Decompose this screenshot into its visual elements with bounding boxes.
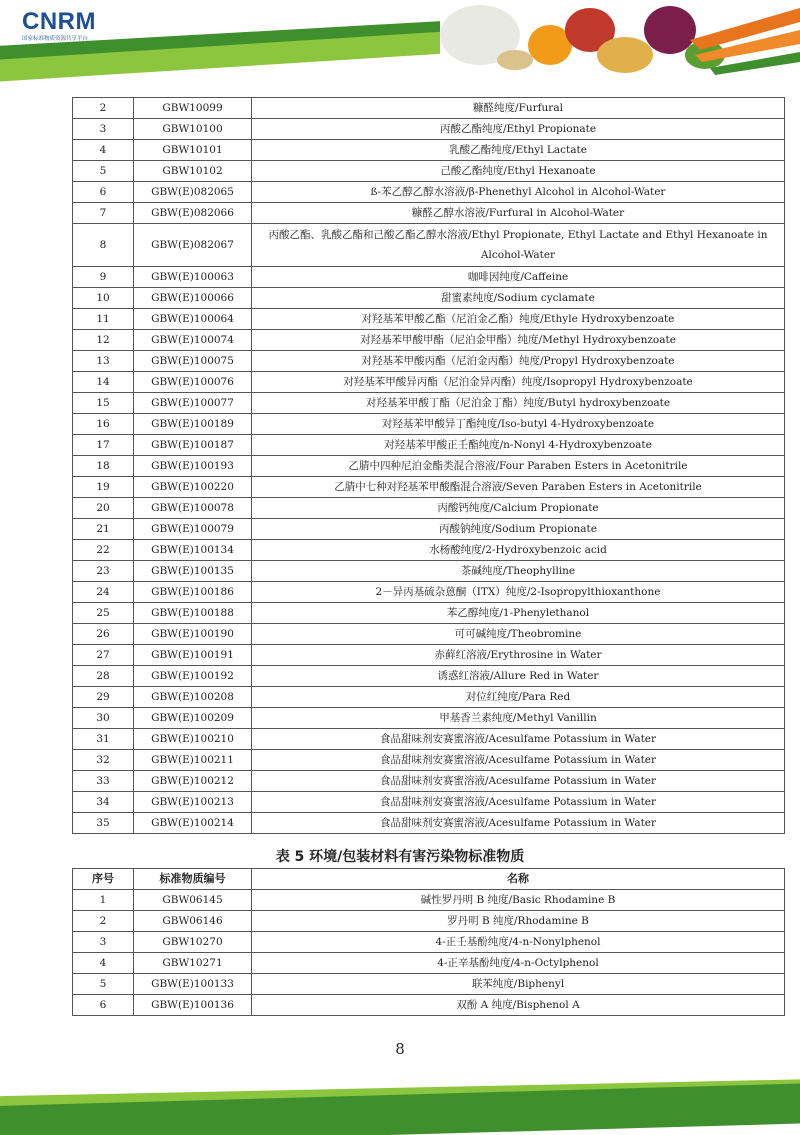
table-row xyxy=(73,182,785,203)
cell-name: 双酚 A 纯度/Bisphenol A xyxy=(252,995,785,1016)
table-row xyxy=(73,224,785,267)
table-row xyxy=(73,267,785,288)
cell-serial: 29 xyxy=(73,687,134,708)
table-row xyxy=(73,911,785,932)
cell-serial: 3 xyxy=(73,119,134,140)
cell-serial: 13 xyxy=(73,351,134,372)
cell-code: GBW(E)082065 xyxy=(134,182,252,203)
table-row xyxy=(73,666,785,687)
table-row xyxy=(73,890,785,911)
table-row xyxy=(73,161,785,182)
cell-serial: 31 xyxy=(73,729,134,750)
cell-serial: 20 xyxy=(73,498,134,519)
cell-code: GBW(E)100220 xyxy=(134,477,252,498)
header-name: 名称 xyxy=(252,869,785,890)
cell-serial: 26 xyxy=(73,624,134,645)
logo-mark xyxy=(22,8,110,36)
cell-code: GBW(E)100064 xyxy=(134,309,252,330)
table-row xyxy=(73,729,785,750)
logo-subtitle: 国家标准物质资源共享平台 xyxy=(22,36,89,42)
table-row xyxy=(73,995,785,1016)
table-row xyxy=(73,98,785,119)
cell-name: 4-正壬基酚纯度/4-n-Nonylphenol xyxy=(252,932,785,953)
table-row xyxy=(73,813,785,834)
table-5-caption: 表 5 环境/包装材料有害污染物标准物质 xyxy=(275,849,525,865)
cell-code: GBW(E)100189 xyxy=(134,414,252,435)
cell-name: 糠醛乙醇水溶液/Furfural in Alcohol-Water xyxy=(252,203,785,224)
cell-name: 4-正辛基酚纯度/4-n-Octylphenol xyxy=(252,953,785,974)
table-row xyxy=(73,708,785,729)
cell-code: GBW(E)100079 xyxy=(134,519,252,540)
cell-name: 糠醛纯度/Furfural xyxy=(252,98,785,119)
page-header xyxy=(0,0,800,110)
cell-serial: 12 xyxy=(73,330,134,351)
cell-name: 甜蜜素纯度/Sodium cyclamate xyxy=(252,288,785,309)
cell-code: GBW(E)100187 xyxy=(134,435,252,456)
table-row xyxy=(73,119,785,140)
cell-name: 赤藓红溶液/Erythrosine in Water xyxy=(252,645,785,666)
logo-text: CNRM xyxy=(22,8,96,35)
cell-name: 己酸乙酯纯度/Ethyl Hexanoate xyxy=(252,161,785,182)
cell-serial: 30 xyxy=(73,708,134,729)
cell-code: GBW(E)100208 xyxy=(134,687,252,708)
cell-name: 可可碱纯度/Theobromine xyxy=(252,624,785,645)
cell-name: 苯乙醇纯度/1-Phenylethanol xyxy=(252,603,785,624)
cell-name: 乙腈中七种对羟基苯甲酸酯混合溶液/Seven Paraben Esters in Acetonitrile xyxy=(252,477,785,498)
cell-serial: 22 xyxy=(73,540,134,561)
cell-code: GBW10271 xyxy=(134,953,252,974)
cell-name: 对羟基苯甲酸异丁酯纯度/Iso-butyl 4-Hydroxybenzoate xyxy=(252,414,785,435)
cell-name: 甲基香兰素纯度/Methyl Vanillin xyxy=(252,708,785,729)
cell-serial: 6 xyxy=(73,182,134,203)
cell-code: GBW(E)100136 xyxy=(134,995,252,1016)
cell-code: GBW(E)100193 xyxy=(134,456,252,477)
table-row xyxy=(73,435,785,456)
table-row xyxy=(73,687,785,708)
cell-serial: 4 xyxy=(73,140,134,161)
table-row xyxy=(73,498,785,519)
page-number: 8 xyxy=(395,1040,405,1058)
vegetables-photo-icon xyxy=(440,0,800,80)
cell-serial: 2 xyxy=(73,98,134,119)
cell-code: GBW(E)100076 xyxy=(134,372,252,393)
cnrm-logo xyxy=(22,8,110,48)
cell-name: 食品甜味剂安赛蜜溶液/Acesulfame Potassium in Water xyxy=(252,813,785,834)
cell-name: 对羟基苯甲酸异丙酯（尼泊金异丙酯）纯度/Isopropyl Hydroxybenzoate xyxy=(252,372,785,393)
cell-name: 诱惑红溶液/Allure Red in Water xyxy=(252,666,785,687)
cell-code: GBW10100 xyxy=(134,119,252,140)
table-row xyxy=(73,203,785,224)
table-row xyxy=(73,561,785,582)
table-row xyxy=(73,372,785,393)
cell-code: GBW(E)100190 xyxy=(134,624,252,645)
cell-serial: 17 xyxy=(73,435,134,456)
cell-name: 咖啡因纯度/Caffeine xyxy=(252,267,785,288)
cell-name: 罗丹明 B 纯度/Rhodamine B xyxy=(252,911,785,932)
table-row xyxy=(73,288,785,309)
table-row xyxy=(73,603,785,624)
cell-code: GBW(E)100191 xyxy=(134,645,252,666)
table-4-food-additives xyxy=(72,97,785,834)
page-footer xyxy=(0,1075,800,1135)
table-row xyxy=(73,974,785,995)
cell-name: 联苯纯度/Biphenyl xyxy=(252,974,785,995)
table-row xyxy=(73,140,785,161)
cell-serial: 33 xyxy=(73,771,134,792)
cell-serial: 27 xyxy=(73,645,134,666)
cell-code: GBW(E)100212 xyxy=(134,771,252,792)
cell-name: 对羟基苯甲酸乙酯（尼泊金乙酯）纯度/Ethyle Hydroxybenzoate xyxy=(252,309,785,330)
cell-name: 丙酸乙酯纯度/Ethyl Propionate xyxy=(252,119,785,140)
cell-serial: 16 xyxy=(73,414,134,435)
table-row xyxy=(73,792,785,813)
cell-name: 水杨酸纯度/2-Hydroxybenzoic acid xyxy=(252,540,785,561)
cell-code: GBW(E)100186 xyxy=(134,582,252,603)
cell-serial: 34 xyxy=(73,792,134,813)
cell-code: GBW(E)100078 xyxy=(134,498,252,519)
cell-name: 食品甜味剂安赛蜜溶液/Acesulfame Potassium in Water xyxy=(252,792,785,813)
cell-serial: 2 xyxy=(73,911,134,932)
cell-serial: 8 xyxy=(73,224,134,267)
cell-code: GBW(E)100213 xyxy=(134,792,252,813)
cell-serial: 1 xyxy=(73,890,134,911)
cell-code: GBW(E)100134 xyxy=(134,540,252,561)
cell-code: GBW10099 xyxy=(134,98,252,119)
cell-name: 茶碱纯度/Theophylline xyxy=(252,561,785,582)
table-row xyxy=(73,393,785,414)
table-row xyxy=(73,645,785,666)
cell-name: 对羟基苯甲酸丁酯（尼泊金丁酯）纯度/Butyl hydroxybenzoate xyxy=(252,393,785,414)
cell-name: 乳酸乙酯纯度/Ethyl Lactate xyxy=(252,140,785,161)
cell-code: GBW(E)100133 xyxy=(134,974,252,995)
cell-name: 对羟基苯甲酸正壬酯纯度/n-Nonyl 4-Hydroxybenzoate xyxy=(252,435,785,456)
cell-serial: 4 xyxy=(73,953,134,974)
cell-code: GBW10270 xyxy=(134,932,252,953)
cell-serial: 25 xyxy=(73,603,134,624)
cell-code: GBW10102 xyxy=(134,161,252,182)
cell-name: 食品甜味剂安赛蜜溶液/Acesulfame Potassium in Water xyxy=(252,750,785,771)
header-serial: 序号 xyxy=(73,869,134,890)
table-row xyxy=(73,771,785,792)
table-5-environment xyxy=(72,868,785,1016)
table-row xyxy=(73,414,785,435)
table-row xyxy=(73,953,785,974)
cell-code: GBW(E)100075 xyxy=(134,351,252,372)
cell-serial: 3 xyxy=(73,932,134,953)
cell-code: GBW(E)100135 xyxy=(134,561,252,582)
cell-name: 乙腈中四种尼泊金酯类混合溶液/Four Paraben Esters in Acetonitrile xyxy=(252,456,785,477)
table-row xyxy=(73,477,785,498)
cell-code: GBW06145 xyxy=(134,890,252,911)
table-row xyxy=(73,750,785,771)
cell-code: GBW(E)100188 xyxy=(134,603,252,624)
header-code: 标准物质编号 xyxy=(134,869,252,890)
cell-serial: 6 xyxy=(73,995,134,1016)
table-row xyxy=(73,519,785,540)
cell-name: 碱性罗丹明 B 纯度/Basic Rhodamine B xyxy=(252,890,785,911)
table-header-row xyxy=(73,869,785,890)
cell-code: GBW10101 xyxy=(134,140,252,161)
table-row xyxy=(73,582,785,603)
cell-serial: 7 xyxy=(73,203,134,224)
cell-code: GBW(E)100192 xyxy=(134,666,252,687)
cell-serial: 5 xyxy=(73,974,134,995)
table-row xyxy=(73,624,785,645)
cell-serial: 11 xyxy=(73,309,134,330)
table-row xyxy=(73,456,785,477)
table-row xyxy=(73,540,785,561)
cell-serial: 15 xyxy=(73,393,134,414)
cell-serial: 35 xyxy=(73,813,134,834)
cell-serial: 32 xyxy=(73,750,134,771)
cell-name: 对羟基苯甲酸丙酯（尼泊金丙酯）纯度/Propyl Hydroxybenzoate xyxy=(252,351,785,372)
cell-code: GBW(E)100077 xyxy=(134,393,252,414)
cell-name: 丙酸钠纯度/Sodium Propionate xyxy=(252,519,785,540)
cell-code: GBW(E)100209 xyxy=(134,708,252,729)
cell-serial: 18 xyxy=(73,456,134,477)
cell-serial: 5 xyxy=(73,161,134,182)
cell-name: 丙酸乙酯、乳酸乙酯和己酸乙酯乙醇水溶液/Ethyl Propionate, Ethyl Lactate and Ethyl Hexanoate in Alcohol-Water xyxy=(252,224,785,267)
cell-code: GBW06146 xyxy=(134,911,252,932)
cell-name: 食品甜味剂安赛蜜溶液/Acesulfame Potassium in Water xyxy=(252,771,785,792)
cell-serial: 10 xyxy=(73,288,134,309)
cell-name: 食品甜味剂安赛蜜溶液/Acesulfame Potassium in Water xyxy=(252,729,785,750)
cell-name: 2－异丙基硫杂蒽酮（ITX）纯度/2-Isopropylthioxanthone xyxy=(252,582,785,603)
cell-serial: 14 xyxy=(73,372,134,393)
cell-code: GBW(E)100210 xyxy=(134,729,252,750)
table-row xyxy=(73,932,785,953)
cell-serial: 9 xyxy=(73,267,134,288)
table-row xyxy=(73,309,785,330)
table-5-body xyxy=(73,890,785,1016)
cell-name: ß-苯乙醇乙醇水溶液/β-Phenethyl Alcohol in Alcohol-Water xyxy=(252,182,785,203)
cell-serial: 23 xyxy=(73,561,134,582)
cell-serial: 24 xyxy=(73,582,134,603)
cell-serial: 21 xyxy=(73,519,134,540)
table-row xyxy=(73,330,785,351)
cell-code: GBW(E)082067 xyxy=(134,224,252,267)
cell-serial: 28 xyxy=(73,666,134,687)
cell-code: GBW(E)100066 xyxy=(134,288,252,309)
cell-code: GBW(E)100214 xyxy=(134,813,252,834)
cell-code: GBW(E)100063 xyxy=(134,267,252,288)
cell-code: GBW(E)100211 xyxy=(134,750,252,771)
cell-name: 对位红纯度/Para Red xyxy=(252,687,785,708)
cell-serial: 19 xyxy=(73,477,134,498)
cell-name: 对羟基苯甲酸甲酯（尼泊金甲酯）纯度/Methyl Hydroxybenzoate xyxy=(252,330,785,351)
cell-code: GBW(E)100074 xyxy=(134,330,252,351)
table-row xyxy=(73,351,785,372)
cell-name: 丙酸钙纯度/Calcium Propionate xyxy=(252,498,785,519)
cell-code: GBW(E)082066 xyxy=(134,203,252,224)
table-4-body xyxy=(73,98,785,834)
